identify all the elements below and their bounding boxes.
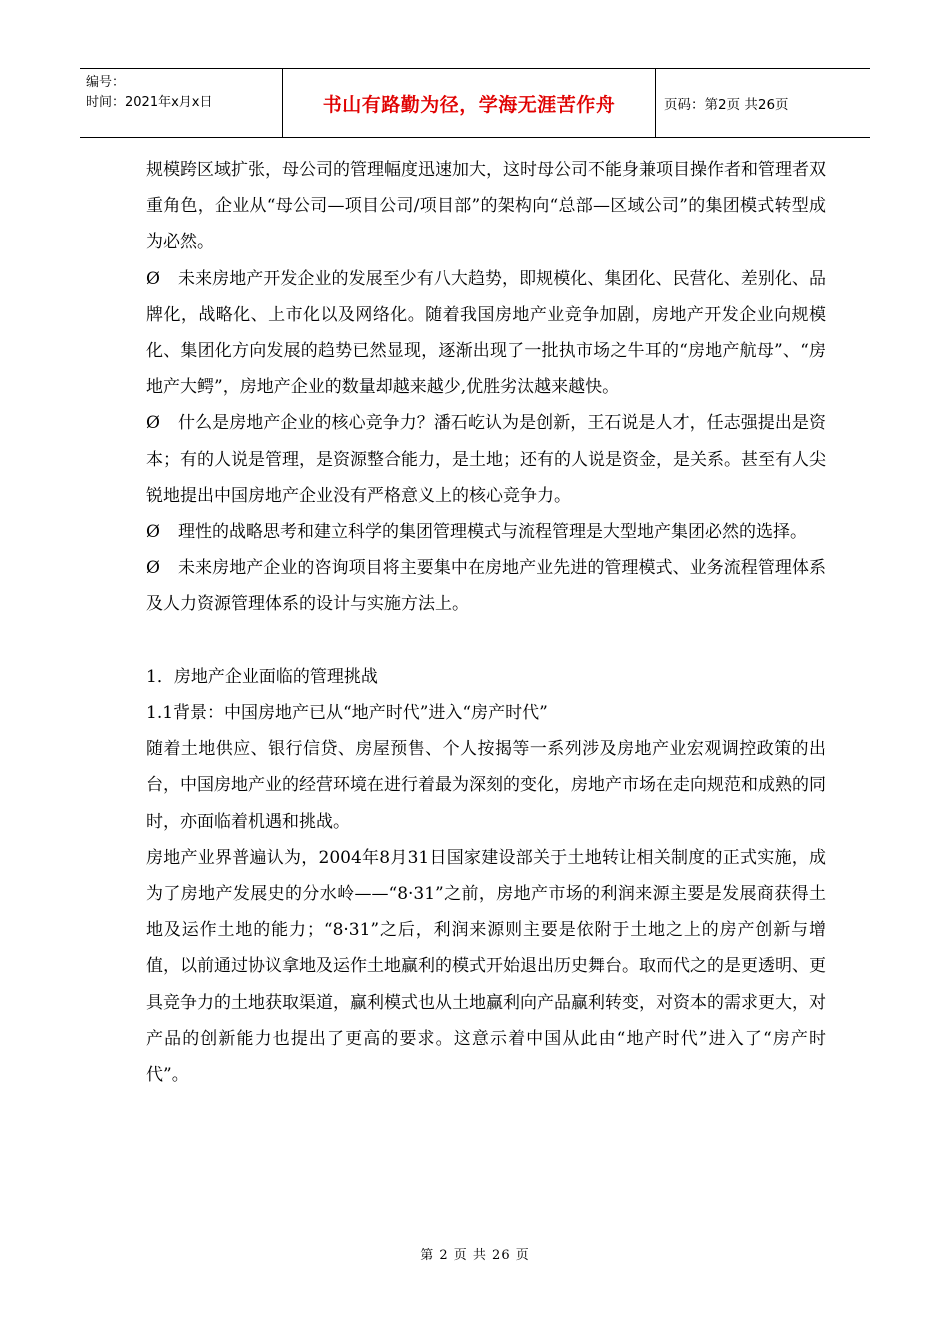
bullet-symbol: Ø	[146, 522, 160, 543]
page-footer	[0, 1244, 950, 1263]
bullet-text: 未来房地产企业的咨询项目将主要集中在房地产业先进的管理模式、业务流程管理体系及人力资源管理体系的设计与实施方法上。	[146, 558, 826, 615]
body-paragraph: 随着土地供应、银行信贷、房屋预售、个人按揭等一系列涉及房地产业宏观调控政策的出台，中国房地产业的经营环境在进行着最为深刻的变化，房地产市场在走向规范和成熟的同时，亦面临着机遇和挑战。	[146, 739, 826, 832]
header-page-code: 页码：第2页 共26页	[664, 97, 789, 113]
bullet-symbol: Ø	[146, 268, 160, 289]
page-header	[80, 68, 870, 138]
body-paragraph: 房地产业界普遍认为，2004年8月31日国家建设部关于土地转让相关制度的正式实施，成为了房地产发展史的分水岭——“8·31”之前，房地产市场的利润来源主要是发展商获得土地及运作土地的能力；“8·31”之后，利润来源则主要是依附于土地之上的房产创新与增值，以前通过协议拿地及运作土地赢利的模式开始退出历史舞台。取而代之的是更透明、更具竞争力的土地获取渠道，赢利模式也从土地赢利向产品赢利转变，对资本的需求更大，对产品的创新能力也提出了更高的要求。这意示着中国从此由“地产时代”进入了“房产时代”。	[146, 847, 826, 1086]
bullet-text: 理性的战略思考和建立科学的集团管理模式与流程管理是大型地产集团必然的选择。	[178, 522, 807, 543]
bullet-item	[146, 550, 826, 622]
subsection-heading: 1.1背景：中国房地产已从“地产时代”进入“房产时代”	[146, 703, 548, 724]
document-time-label: 时间：2021年x月x日	[86, 95, 213, 110]
bullet-text: 未来房地产开发企业的发展至少有八大趋势，即规模化、集团化、民营化、差别化、品牌化，战略化、上市化以及网络化。随着我国房地产业竞争加剧，房地产开发企业向规模化、集团化方向发展的趋势已然显现，逐渐出现了一批执市场之牛耳的“房地产航母”、“房地产大鳄”，房地产企业的数量却越来越少,优胜劣汰越来越快。	[146, 268, 826, 398]
bullet-item	[146, 405, 826, 514]
intro-paragraph: 规模跨区域扩张，母公司的管理幅度迅速加大，这时母公司不能身兼项目操作者和管理者双重角色，企业从“母公司—项目公司/项目部”的架构向“总部—区域公司”的集团模式转型成为必然。	[146, 160, 826, 253]
header-motto-cell	[282, 69, 656, 137]
document-number-label: 编号：	[86, 75, 126, 90]
bullet-item	[146, 261, 826, 406]
section-heading: 1．房地产企业面临的管理挑战	[146, 666, 378, 687]
blank-line	[146, 623, 826, 659]
bullet-symbol: Ø	[146, 558, 160, 579]
bullet-item	[146, 514, 826, 550]
document-body	[146, 152, 826, 1093]
header-motto: 书山有路勤为径，学海无涯苦作舟	[322, 93, 616, 116]
bullet-text: 什么是房地产企业的核心竞争力？潘石屹认为是创新，王石说是人才，任志强提出是资本；有的人说是管理，是资源整合能力，是土地；还有的人说是资金，是关系。甚至有人尖锐地提出中国房地产企业没有严格意义上的核心竞争力。	[146, 413, 826, 506]
header-meta	[80, 69, 282, 137]
bullet-symbol: Ø	[146, 413, 160, 434]
header-page-code-cell	[656, 69, 870, 137]
footer-page-indicator: 第 2 页 共 26 页	[420, 1248, 530, 1263]
